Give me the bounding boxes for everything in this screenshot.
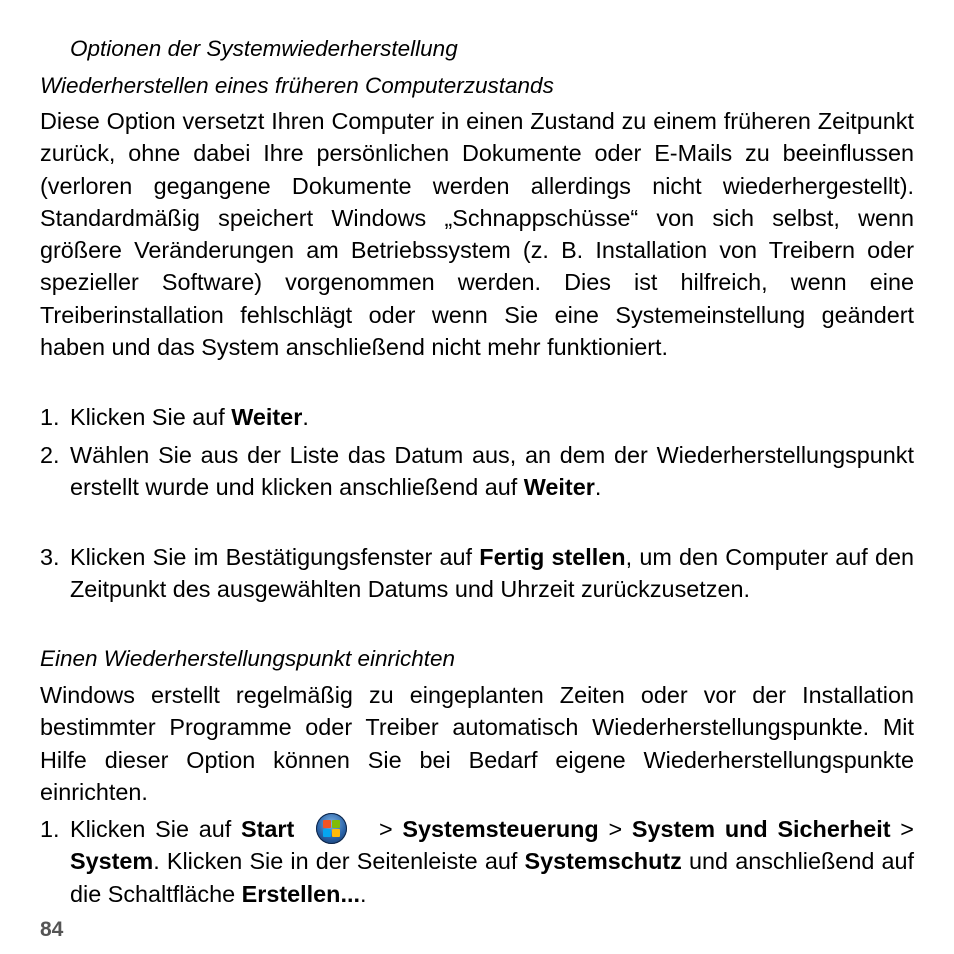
restore-paragraph: Diese Option versetzt Ihren Computer in einen Zustand zu einem früheren Zeitpunkt zurück, ohne dabei Ihre persönlichen Dokumente oder E-Mails zu beeinflussen (verloren gegangene Dokumente werden allerdings nicht wiederhergestellt). Standardmäßig speichert Windows „Schnappschüsse“ von sich selbst, wenn größere Veränderungen am Betriebssystem (z. B. Installation von Treibern oder spezieller Software) vorgenommen werden. Dies ist hilfreich, wenn eine Treiberinstallation fehlschlägt oder wenn Sie eine Systemeinstellung geändert haben und das System anschließend nicht mehr funktioniert. xyxy=(40,108,914,361)
step-text: Klicken Sie im Bestätigungsfenster auf xyxy=(70,544,480,570)
step-bold: Systemsteuerung xyxy=(402,816,599,842)
step-bold: Weiter xyxy=(231,404,303,430)
section-heading-restore: Wiederherstellen eines früheren Computerzustands xyxy=(40,73,554,98)
step-text: Klicken Sie auf xyxy=(70,816,241,842)
step-text: , um den Computer auf den Zeitpunkt des ausgewählten Datums und Uhrzeit zurückzusetzen. xyxy=(70,544,914,603)
step-text: und anschließend auf die Schaltfläche xyxy=(70,848,915,907)
step-text: > xyxy=(890,816,914,842)
step-bold: Erstellen... xyxy=(241,880,360,907)
step-text: . xyxy=(594,474,602,501)
step-text: Wählen Sie aus der Liste das Datum aus, an dem der Wiederherstellungspunkt erstellt wurde und klicken anschließend auf xyxy=(70,442,914,501)
step-text: . xyxy=(359,880,367,907)
list-number: 3. xyxy=(40,544,60,570)
step-text: > xyxy=(369,816,403,842)
step-bold: Start xyxy=(240,816,295,842)
step-bold: Systemschutz xyxy=(524,848,682,875)
step-bold: Weiter xyxy=(523,474,595,501)
list-item xyxy=(40,813,914,910)
step-bold: System und Sicherheit xyxy=(631,816,891,842)
step-text: > xyxy=(598,816,632,842)
list-number: 1. xyxy=(40,816,60,842)
step-bold: System xyxy=(70,848,154,875)
step-text: . Klicken Sie in der Seitenleiste auf xyxy=(153,848,525,875)
windows-start-orb-icon xyxy=(316,813,347,844)
list-number: 1. xyxy=(40,404,60,430)
step-text: . xyxy=(302,404,309,430)
step-bold: Fertig stellen xyxy=(479,544,626,570)
list-item xyxy=(40,401,914,433)
list-number: 2. xyxy=(40,442,60,468)
subsection-title: Optionen der Systemwiederherstellung xyxy=(70,36,458,61)
list-item xyxy=(40,439,914,504)
section-heading-create: Einen Wiederherstellungspunkt einrichten xyxy=(40,646,456,671)
step-text: Klicken Sie auf xyxy=(70,404,232,430)
list-item xyxy=(40,541,914,606)
create-paragraph: Windows erstellt regelmäßig zu eingeplanten Zeiten oder vor der Installation bestimmter Programme oder Treiber automatisch Wiederherstellungspunkte. Mit Hilfe dieser Option können Sie bei Bedarf eigene Wiederherstellungspunkte einrichten. xyxy=(40,682,914,805)
page-number: 84 xyxy=(40,918,64,941)
